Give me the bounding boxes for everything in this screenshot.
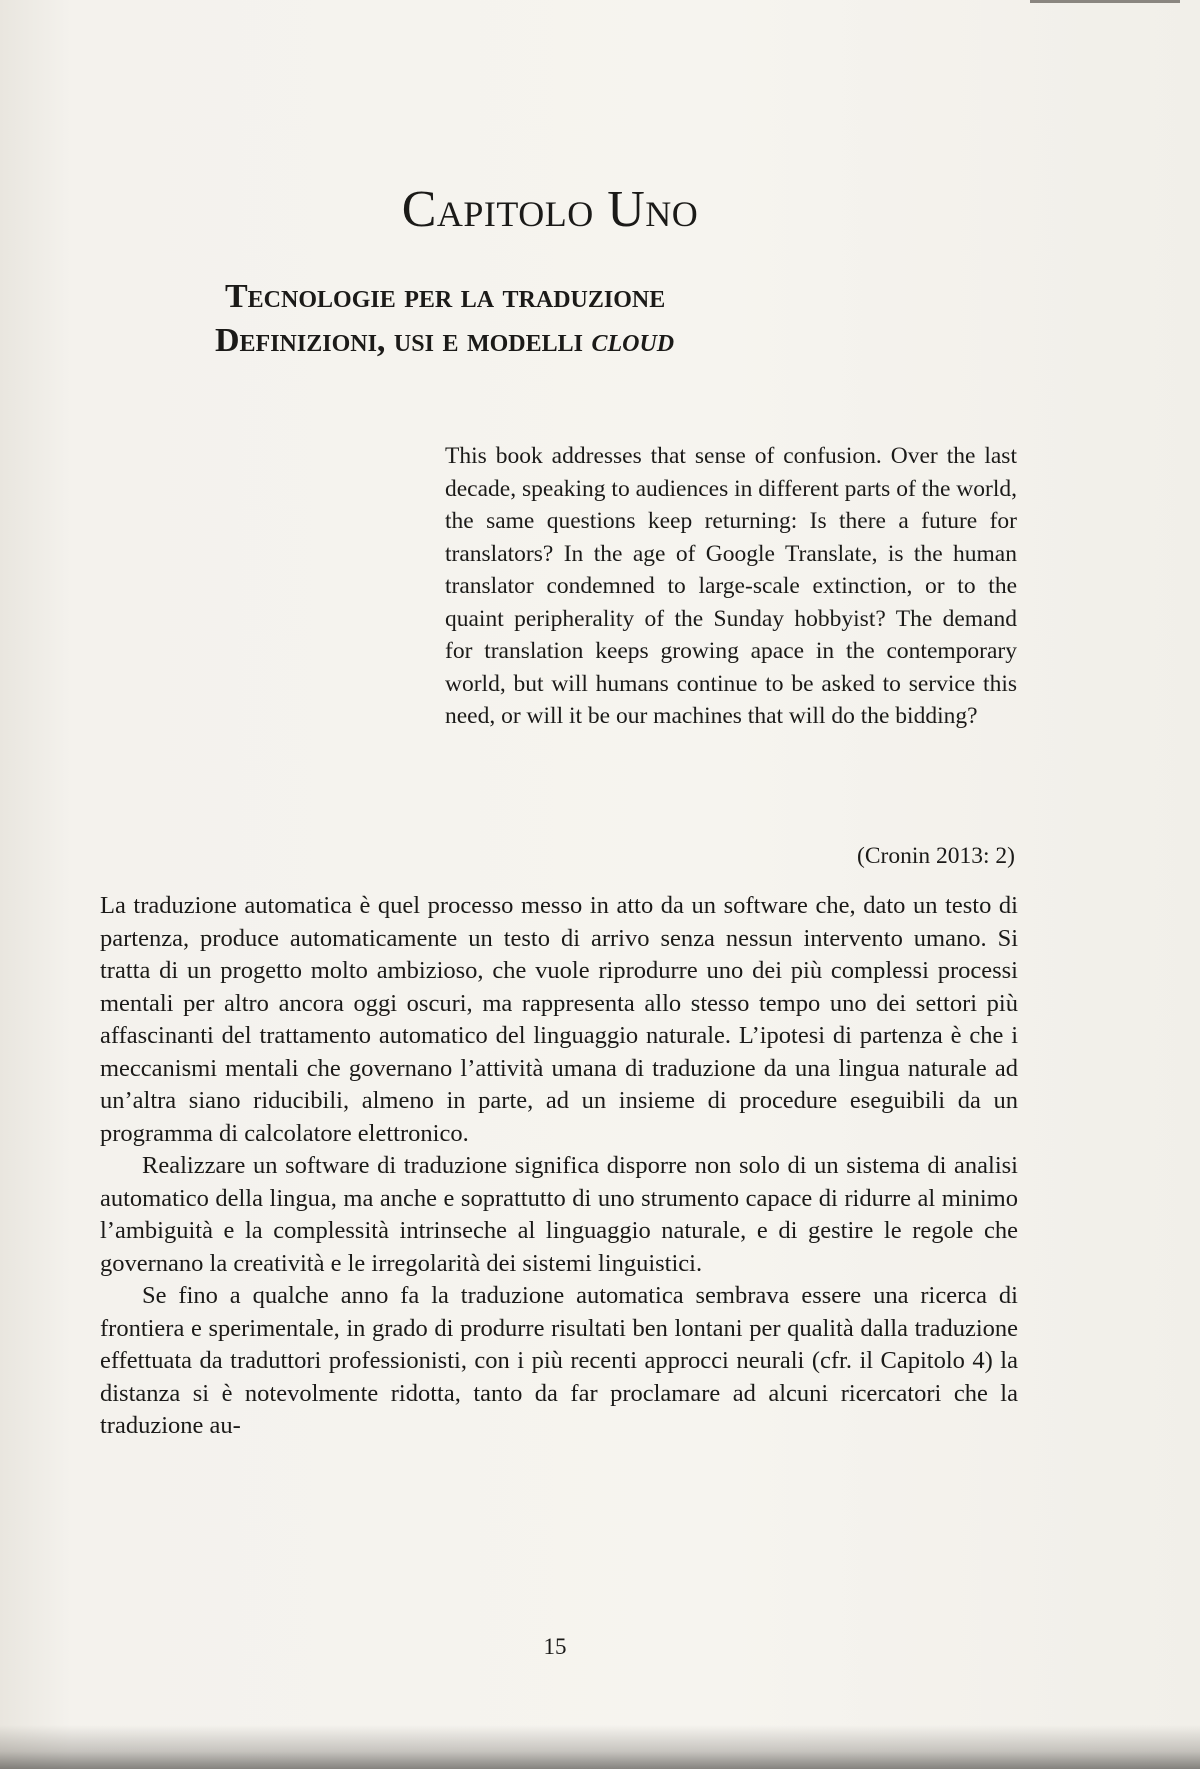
paragraph: Se fino a qualche anno fa la traduzione automatica sembrava essere una ricerca di frontiera e sperimentale, in grado di produrre risultati ben lontani per qualità dalla traduzione effettuata da traduttori professionisti, con i più recenti approcci neurali (cfr. il Capitolo 4) la distanza si è notevolmente ridotta, tanto da far proclamare ad alcuni ricercatori che la traduzione au-: [100, 1282, 1018, 1439]
binding-shadow: [0, 1725, 1200, 1769]
body-text: [100, 890, 1018, 1443]
chapter-subtitle-line-2-text: Definizioni, usi e modelli: [215, 322, 592, 359]
chapter-subtitle: [215, 275, 945, 363]
paragraph: Realizzare un software di traduzione significa disporre non solo di un sistema di analisi automatico della lingua, ma anche e soprattutto di uno strumento capace di ridurre al minimo l’ambiguità e la complessità intrinseche al linguaggio naturale, e di gestire le regole che governano la creatività e le irregolarità dei sistemi linguistici.: [100, 1152, 1018, 1277]
epigraph-quote: This book addresses that sense of confusion. Over the last decade, speaking to audiences in different parts of the world, the same questions keep returning: Is there a future for translators? In the age of Google Translate, is the human translator condemned to large-scale extinction, or to the quaint peripherality of the Sunday hobbyist? The demand for translation keeps growing apace in the contemporary world, but will humans continue to be asked to service this need, or will it be our machines that will do the bidding?: [445, 443, 1017, 729]
chapter-heading: Capitolo Uno: [401, 181, 699, 238]
epigraph-citation: (Cronin 2013: 2): [857, 843, 1015, 869]
page-edge-mark: [1030, 0, 1180, 3]
chapter-subtitle-italic-word: cloud: [591, 322, 675, 359]
chapter-subtitle-line-1: Tecnologie per la traduzione: [225, 278, 666, 315]
page-number: 15: [543, 1634, 567, 1659]
chapter-subtitle-line-2: [215, 319, 945, 363]
paragraph: La traduzione automatica è quel processo messo in atto da un software che, dato un testo di partenza, produce automaticamente un testo di arrivo senza nessun intervento umano. Si tratta di un progetto molto ambizioso, che vuole riprodurre uno dei più complessi processi mentali per altro ancora oggi oscuri, ma rappresenta allo stesso tempo uno dei settori più affascinanti del trattamento automatico del linguaggio naturale. L’ipotesi di partenza è che i meccanismi mentali che governano l’attività umana di traduzione da una lingua naturale ad un’altra siano riducibili, almeno in parte, ad un insieme di procedure eseguibili da un programma di calcolatore elettronico.: [100, 892, 1018, 1147]
